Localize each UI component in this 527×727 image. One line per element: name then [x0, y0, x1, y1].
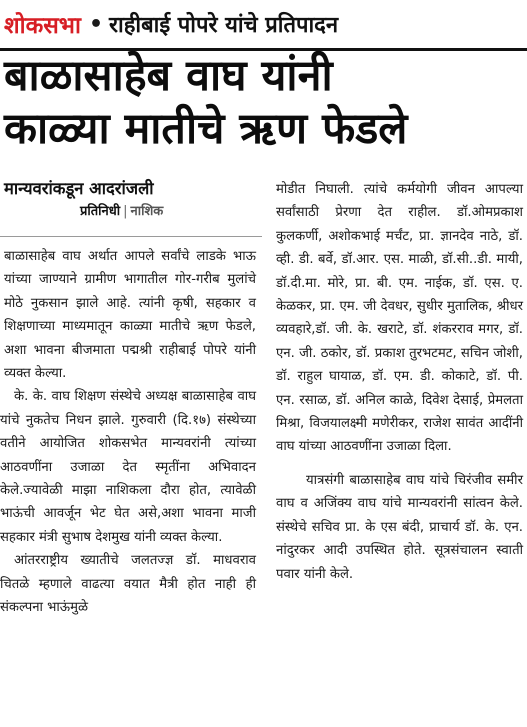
byline-author: प्रतिनिधी [80, 204, 121, 219]
body-paragraph: के. के. वाघ शिक्षण संस्थेचे अध्यक्ष बाळासाहेब वाघ यांचे नुकतेच निधन झाले. गुरुवारी (दि.१७) संस्थेच्या वतीने आयोजित शोकसभेत मान्यवरांनी त्यांच्या आठवणींना उजाळा देत स्मृतींना अभिवादन केले.ज्यावेळी माझा नाशिकला दौरा होत, त्यावेळी भाऊंची आवर्जून भेट घेत असे,अशा भावना माजी सहकार मंत्री सुभाष देशमुख यांनी व्यक्त केल्या. [0, 389, 256, 545]
headline-line-2: काळ्या मातीचे ऋण फेडले [4, 104, 408, 154]
byline [0, 202, 262, 222]
body-paragraph: यात्रसंगी बाळासाहेब वाघ यांचे चिरंजीव समीर वाघ व अजिंक्य वाघ यांचे मान्यवरांनी सांत्वन केले. संस्थेचे सचिव प्रा. के एस बंदी, प्राचार्य डॉ. के. एन. नांदुरकर आदी उपस्थित होते. सूत्रसंचालन स्वाती पवार यांनी केले. [276, 472, 523, 582]
deck: मान्यवरांकडून आदरांजली [4, 179, 154, 198]
body-paragraph: आंतरराष्ट्रीय ख्यातीचे जलतज्ज्ञ डॉ. माधवराव चितळे म्हणाले वाढत्या वयात मैत्री होत नाही ही संकल्पना भाऊंमुळे [0, 553, 256, 616]
headline-line-1: बाळासाहेब वाघ यांनी [4, 51, 333, 101]
body-paragraph: बाळासाहेब वाघ अर्थात आपले सर्वांचे लाडके भाऊ यांच्या जाण्याने ग्रामीण भागातील गोर-गरीब मुलांचे मोठे नुकसान झाले आहे. त्यांनी कृषी, सहकार व शिक्षणाच्या माध्यमातून काळ्या मातीचे ऋण फेडले, अशा भावना बीजमाता पद्मश्री राहीबाई पोपरे यांनी व्यक्त केल्या. [4, 249, 256, 382]
kicker-bullet: • [88, 11, 103, 37]
body-paragraph: मोडीत निघाली. त्यांचे कर्मयोगी जीवन आपल्या सर्वांसाठी प्रेरणा देत राहील. डॉ.ओमप्रकाश कुलकर्णी, अशोकभाई मर्चंट, प्रा. ज्ञानदेव नाठे, डॉ. व्ही. डी. बर्वे, डॉ.आर. एस. माळी, डॉ.सी..डी. मायी, डॉ.दी.मा. मोरे, प्रा. बी. एम. नाईक, डॉ. एस. ए. केळकर, प्रा. एम. जी देवधर, सुधीर मुतालिक, श्रीधर व्यवहारे,डॉ. जी. के. खराटे, डॉ. शंकरराव मगर, डॉ. एन. जी. ठकोर, डॉ. प्रकाश तुरभटमट, सचिन जोशी, डॉ. राहुल घायाळ, डॉ. एम. डी. कोकाटे, डॉ. पी. एन. रसाळ, डॉ. अनिल काळे, दिवेश देसाई, प्रेमलता मिश्रा, विजयालक्ष्मी मणेरीकर, राजेश सावंत आदींनी वाघ यांच्या आठवणींना उजाळा दिला. [276, 182, 523, 455]
right-column [270, 178, 527, 586]
byline-separator: | [123, 204, 128, 219]
kicker-text: राहीबाई पोपरे यांचे प्रतिपादन [109, 13, 339, 38]
byline-divider [0, 236, 262, 237]
kicker [0, 2, 527, 46]
byline-place: नाशिक [130, 204, 164, 219]
kicker-tag: शोकसभा [4, 13, 81, 39]
left-column [0, 178, 262, 620]
headline [0, 50, 527, 156]
